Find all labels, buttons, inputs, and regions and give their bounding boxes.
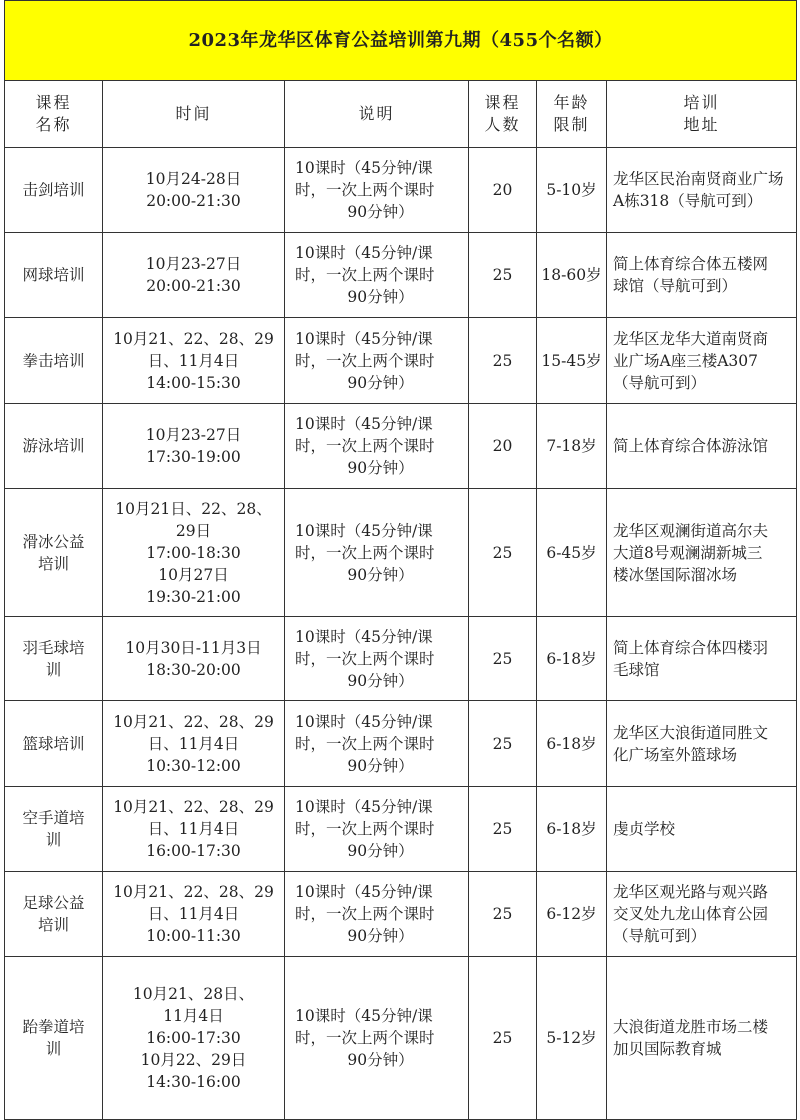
note-cell — [285, 617, 469, 701]
note-cell — [285, 957, 469, 1120]
header-age: 年龄 限制 — [537, 81, 607, 148]
page-title: 2023年龙华区体育公益培训第九期（455个名额） — [5, 1, 797, 81]
course-name-cell: 空手道培 训 — [5, 787, 103, 872]
note-line: 10课时（45分钟/课 — [295, 627, 433, 646]
note-line: 90分钟） — [347, 459, 414, 477]
table-row — [5, 489, 797, 617]
count-cell: 20 — [469, 148, 537, 233]
table-row — [5, 148, 797, 233]
table-row — [5, 787, 797, 872]
place-cell: 大浪街道龙胜市场二楼 加贝国际教育城 — [607, 957, 797, 1120]
count-cell: 25 — [469, 957, 537, 1120]
note-line: 90分钟） — [347, 565, 414, 584]
course-name-cell: 击剑培训 — [5, 148, 103, 233]
note-line: 90分钟） — [347, 373, 414, 392]
course-name-cell: 滑冰公益 培训 — [5, 489, 103, 617]
time-cell: 10月21、22、28、29 日、11月4日 10:00-11:30 — [103, 872, 285, 957]
note-cell — [285, 233, 469, 318]
place-cell: 虔贞学校 — [607, 787, 797, 872]
header-place: 培训 地址 — [607, 81, 797, 148]
note-line: 90分钟） — [347, 1051, 414, 1069]
training-table — [4, 0, 797, 1120]
note-line: 10课时（45分钟/课 — [295, 329, 433, 348]
note-line: 时，一次上两个课时 — [295, 905, 435, 923]
count-cell: 25 — [469, 489, 537, 617]
note-cell — [285, 148, 469, 233]
note-line: 时，一次上两个课时 — [295, 351, 435, 370]
note-line: 10课时（45分钟/课 — [295, 521, 433, 540]
table-row — [5, 872, 797, 957]
course-name-cell: 羽毛球培 训 — [5, 617, 103, 701]
place-cell: 简上体育综合体游泳馆 — [607, 404, 797, 489]
age-cell: 5-10岁 — [537, 148, 607, 233]
time-cell: 10月21、28日、 11月4日 16:00-17:30 10月22、29日 14:30-16:00 — [103, 957, 285, 1120]
note-line: 时，一次上两个课时 — [295, 437, 435, 455]
age-cell: 15-45岁 — [537, 318, 607, 404]
count-cell: 20 — [469, 404, 537, 489]
age-cell: 6-18岁 — [537, 701, 607, 787]
note-line: 时，一次上两个课时 — [295, 649, 435, 668]
note-cell — [285, 872, 469, 957]
place-cell: 龙华区龙华大道南贤商 业广场A座三楼A307 （导航可到） — [607, 318, 797, 404]
note-line: 10课时（45分钟/课 — [295, 1007, 433, 1025]
time-cell: 10月23-27日 17:30-19:00 — [103, 404, 285, 489]
age-cell: 6-45岁 — [537, 489, 607, 617]
course-name-cell: 篮球培训 — [5, 701, 103, 787]
note-line: 10课时（45分钟/课 — [295, 712, 433, 731]
note-cell — [285, 701, 469, 787]
note-line: 时，一次上两个课时 — [295, 1029, 435, 1047]
course-name-cell: 拳击培训 — [5, 318, 103, 404]
age-cell: 7-18岁 — [537, 404, 607, 489]
note-line: 10课时（45分钟/课 — [295, 159, 433, 177]
note-line: 时，一次上两个课时 — [295, 820, 435, 838]
header-time: 时间 — [103, 81, 285, 148]
time-cell: 10月21日、22、28、 29日 17:00-18:30 10月27日 19:30-21:00 — [103, 489, 285, 617]
age-cell: 6-12岁 — [537, 872, 607, 957]
note-line: 90分钟） — [347, 756, 414, 775]
course-name-cell: 跆拳道培 训 — [5, 957, 103, 1120]
note-cell — [285, 489, 469, 617]
time-cell: 10月23-27日 20:00-21:30 — [103, 233, 285, 318]
note-line: 90分钟） — [347, 842, 414, 860]
place-cell: 简上体育综合体五楼网 球馆（导航可到） — [607, 233, 797, 318]
course-name-cell: 网球培训 — [5, 233, 103, 318]
note-line: 90分钟） — [347, 288, 414, 306]
place-cell: 龙华区观光路与观兴路 交叉处九龙山体育公园 （导航可到） — [607, 872, 797, 957]
header-count: 课程 人数 — [469, 81, 537, 148]
place-cell: 龙华区民治南贤商业广场A栋318（导航可到） — [607, 148, 797, 233]
count-cell: 25 — [469, 233, 537, 318]
note-line: 90分钟） — [347, 927, 414, 945]
time-cell: 10月30日-11月3日 18:30-20:00 — [103, 617, 285, 701]
note-line: 时，一次上两个课时 — [295, 266, 435, 284]
count-cell: 25 — [469, 787, 537, 872]
count-cell: 25 — [469, 318, 537, 404]
age-cell: 6-18岁 — [537, 617, 607, 701]
note-cell — [285, 787, 469, 872]
count-cell: 25 — [469, 617, 537, 701]
time-cell: 10月24-28日 20:00-21:30 — [103, 148, 285, 233]
course-name-cell: 游泳培训 — [5, 404, 103, 489]
table-row — [5, 318, 797, 404]
note-line: 90分钟） — [347, 203, 414, 221]
note-line: 10课时（45分钟/课 — [295, 883, 433, 901]
time-cell: 10月21、22、28、29 日、11月4日 16:00-17:30 — [103, 787, 285, 872]
header-row — [5, 81, 797, 148]
note-line: 时，一次上两个课时 — [295, 734, 435, 753]
note-cell — [285, 404, 469, 489]
header-course: 课程 名称 — [5, 81, 103, 148]
place-cell: 简上体育综合体四楼羽 毛球馆 — [607, 617, 797, 701]
note-line: 10课时（45分钟/课 — [295, 415, 433, 433]
note-line: 10课时（45分钟/课 — [295, 244, 433, 262]
age-cell: 5-12岁 — [537, 957, 607, 1120]
table-row — [5, 617, 797, 701]
table-row — [5, 233, 797, 318]
table-row — [5, 957, 797, 1120]
note-line: 时，一次上两个课时 — [295, 543, 435, 562]
course-name-cell: 足球公益 培训 — [5, 872, 103, 957]
table-row — [5, 701, 797, 787]
note-line: 90分钟） — [347, 671, 414, 690]
note-line: 时，一次上两个课时 — [295, 181, 435, 199]
age-cell: 6-18岁 — [537, 787, 607, 872]
note-line: 10课时（45分钟/课 — [295, 798, 433, 816]
note-cell — [285, 318, 469, 404]
count-cell: 25 — [469, 872, 537, 957]
header-note: 说明 — [285, 81, 469, 148]
time-cell: 10月21、22、28、29 日、11月4日 10:30-12:00 — [103, 701, 285, 787]
count-cell: 25 — [469, 701, 537, 787]
title-row — [5, 1, 797, 81]
table-row — [5, 404, 797, 489]
place-cell: 龙华区观澜街道高尔夫 大道8号观澜湖新城三 楼冰堡国际溜冰场 — [607, 489, 797, 617]
place-cell: 龙华区大浪街道同胜文 化广场室外篮球场 — [607, 701, 797, 787]
time-cell: 10月21、22、28、29 日、11月4日 14:00-15:30 — [103, 318, 285, 404]
age-cell: 18-60岁 — [537, 233, 607, 318]
